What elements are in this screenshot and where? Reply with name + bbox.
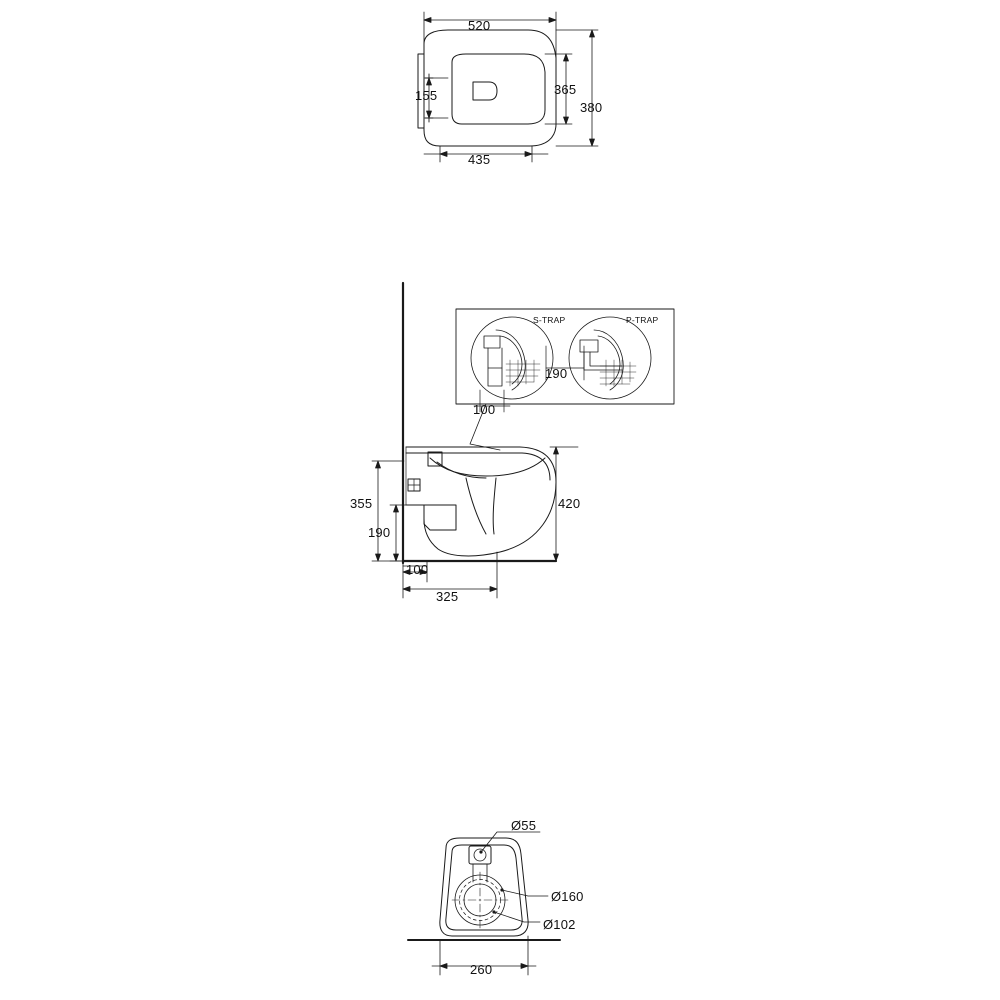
dim-rear-d160: Ø160: [551, 889, 584, 904]
dim-side-projection-325: 325: [436, 589, 459, 604]
dim-trap-190: 190: [545, 366, 568, 381]
dim-rear-d55: Ø55: [511, 818, 537, 833]
dim-rear-d102: Ø102: [543, 917, 576, 932]
dim-rear-width-260: 260: [470, 962, 493, 977]
rear-view-geometry: [408, 838, 560, 940]
label-s-trap: S-TRAP: [533, 315, 566, 325]
dim-plan-fixing-centres: 155: [415, 88, 438, 103]
dim-side-height-190: 190: [368, 525, 391, 540]
dim-plan-width: 520: [468, 18, 491, 33]
dim-side-height-355: 355: [350, 496, 373, 511]
dim-trap-100: 100: [473, 402, 496, 417]
dim-side-outlet-100: 100: [406, 562, 429, 577]
side-view-geometry: [403, 283, 556, 563]
plan-view-geometry: [418, 30, 556, 146]
label-p-trap: P-TRAP: [626, 315, 659, 325]
dim-side-height-420: 420: [558, 496, 581, 511]
dim-plan-seat-width: 435: [468, 152, 491, 167]
rear-view-dimensions: [432, 832, 548, 975]
dim-plan-depth-outer: 380: [580, 100, 603, 115]
dim-plan-depth-inner: 365: [554, 82, 577, 97]
